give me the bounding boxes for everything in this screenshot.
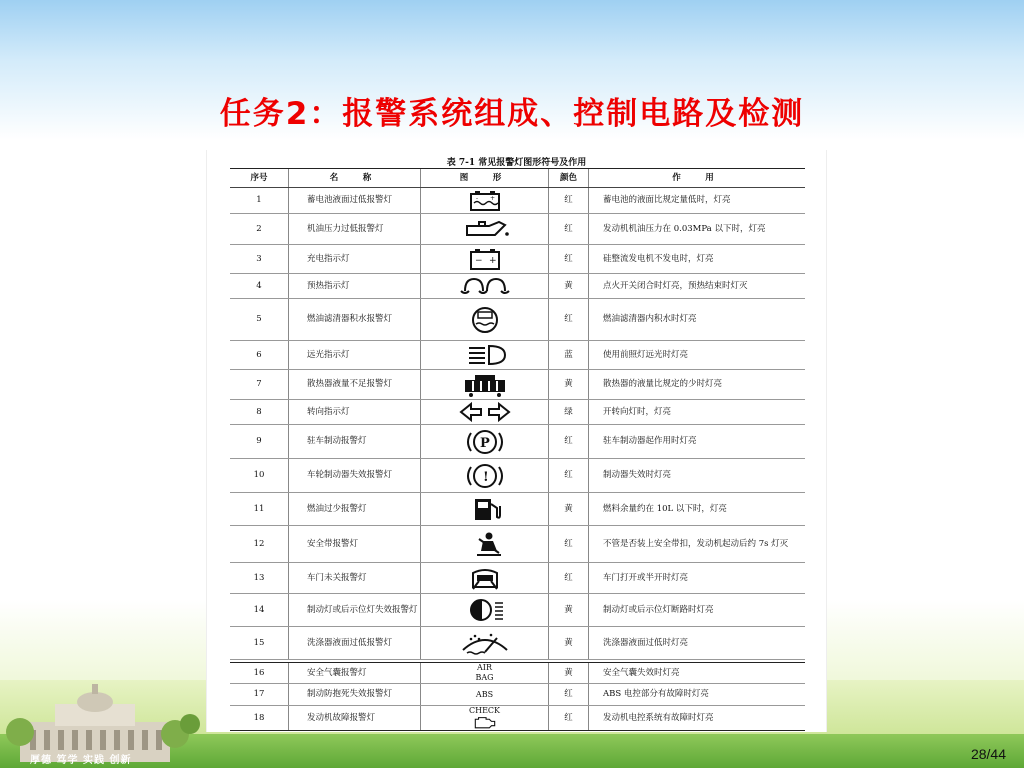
lamp-function: 发动机机油压力在 0.03MPa 以下时，灯亮: [588, 214, 805, 244]
high-beam-icon: [457, 342, 513, 368]
lamp-name: 车门未关报警灯: [288, 563, 420, 593]
lamp-color: 黄: [548, 274, 588, 298]
table-row: [230, 299, 805, 341]
lamp-function: 制动器失效时灯亮: [588, 459, 805, 492]
table-row: [230, 341, 805, 370]
svg-text:P: P: [479, 435, 490, 451]
lamp-symbol: [420, 299, 548, 340]
lamp-function: 使用前照灯远光时灯亮: [588, 341, 805, 369]
table-row: [230, 425, 805, 459]
lamp-color: 黄: [548, 370, 588, 399]
lamp-function: 燃油滤清器内积水时灯亮: [588, 299, 805, 340]
table-row: [230, 188, 805, 214]
lamp-symbol: [420, 563, 548, 593]
lamp-name: 蓄电池液面过低报警灯: [288, 188, 420, 213]
row-number: 14: [253, 604, 265, 615]
washer-fluid-icon: [457, 630, 513, 656]
water-in-fuel-icon: [457, 307, 513, 333]
lamp-color: 黄: [548, 594, 588, 626]
lamp-function: 蓄电池的液面比规定量低时，灯亮: [588, 188, 805, 213]
table-row: [230, 245, 805, 274]
row-number: 13: [253, 572, 265, 583]
table-caption: 表 7-1 常见报警灯图形符号及作用: [446, 158, 587, 168]
row-number: 6: [256, 349, 262, 360]
lamp-symbol: [420, 341, 548, 369]
lamp-function: 开转向灯时，灯亮: [588, 400, 805, 424]
lamp-symbol: [420, 188, 548, 213]
lamp-color: 红: [548, 706, 588, 730]
row-number: 3: [256, 253, 262, 264]
lamp-symbol: [420, 400, 548, 424]
lamp-name: 安全气囊报警灯: [288, 663, 420, 683]
lamp-function: 车门打开或半开时灯亮: [588, 563, 805, 593]
lamp-color: 黄: [548, 663, 588, 683]
glow-plug-icon: [457, 273, 513, 299]
svg-text:!: !: [482, 469, 489, 485]
lamp-symbol-text: CHECK: [468, 706, 501, 715]
check-engine-icon: [465, 716, 505, 730]
svg-text:+: +: [489, 194, 495, 202]
lamp-symbol: [420, 493, 548, 525]
lamp-function: 制动灯或后示位灯断路时灯亮: [588, 594, 805, 626]
lamp-symbol: [420, 594, 548, 626]
lamp-symbol: [420, 425, 548, 458]
lamp-function: 洗涤器液面过低时灯亮: [588, 627, 805, 659]
battery-level-icon: [457, 188, 513, 214]
lamp-name: 远光指示灯: [288, 341, 420, 369]
lamp-failure-icon: [457, 597, 513, 623]
row-number: 11: [253, 503, 265, 514]
lamp-symbol: [420, 214, 548, 244]
table-row: [230, 214, 805, 245]
lamp-name: 制动防抱死失效报警灯: [288, 684, 420, 705]
row-number: 12: [253, 538, 265, 549]
abs-icon: ABS: [475, 689, 494, 699]
header-color: 颜色: [548, 169, 588, 187]
row-number: 10: [253, 470, 265, 480]
lamp-name: 转向指示灯: [288, 400, 420, 424]
battery-icon: [457, 246, 513, 272]
header-icon: 图 形: [420, 169, 548, 187]
lamp-symbol: [420, 684, 548, 705]
lamp-color: 黄: [548, 493, 588, 525]
school-motto: 厚德 笃学 实践 创新: [30, 755, 132, 766]
lamp-name: 预热指示灯: [288, 274, 420, 298]
lamp-function: 发动机电控系统有故障时灯亮: [588, 706, 805, 730]
table-row: [230, 526, 805, 563]
lamp-symbol: [420, 663, 548, 683]
lamp-function: 点火开关闭合时灯亮，预热结束时灯灭: [588, 274, 805, 298]
page-number: 28/44: [970, 746, 1006, 762]
row-number: 9: [256, 436, 262, 446]
lamp-name: 燃油过少报警灯: [288, 493, 420, 525]
lamp-color: 蓝: [548, 341, 588, 369]
lamp-name: 燃油滤清器积水报警灯: [288, 299, 420, 340]
turn-signal-icon: [457, 399, 513, 425]
lamp-symbol: [420, 459, 548, 492]
lamp-symbol: [420, 706, 548, 730]
slide-title: 任务2：报警系统组成、控制电路及检测: [219, 96, 805, 132]
row-number: 8: [256, 406, 262, 417]
lamp-color: 红: [548, 526, 588, 562]
row-number: 2: [256, 223, 262, 234]
lamp-function: 燃料余量约在 10L 以下时，灯亮: [588, 493, 805, 525]
lamp-function: ABS 电控部分有故障时灯亮: [588, 684, 805, 705]
lamp-name: 充电指示灯: [288, 245, 420, 273]
row-number: 16: [253, 667, 265, 678]
lamp-name: 洗涤器液面过低报警灯: [288, 627, 420, 659]
row-number: 5: [256, 314, 262, 324]
lamp-name: 安全带报警灯: [288, 526, 420, 562]
table-row: [230, 493, 805, 526]
table-row: [230, 627, 805, 660]
table-row: [230, 274, 805, 299]
lamp-color: 红: [548, 425, 588, 458]
lamp-name: 发动机故障报警灯: [288, 706, 420, 730]
lamp-function: 安全气囊失效时灯亮: [588, 663, 805, 683]
lamp-name: 驻车制动报警灯: [288, 425, 420, 458]
table-row: [230, 400, 805, 425]
lamp-name: 机油压力过低报警灯: [288, 214, 420, 244]
table-header-row: [230, 168, 805, 188]
lamp-color: 红: [548, 214, 588, 244]
brake-failure-icon: [457, 463, 513, 489]
lamp-function: 驻车制动器起作用时灯亮: [588, 425, 805, 458]
svg-text:+: +: [488, 256, 497, 266]
lamp-color: 黄: [548, 627, 588, 659]
lamp-color: 红: [548, 245, 588, 273]
table-row: [230, 459, 805, 493]
lamp-color: 红: [548, 299, 588, 340]
row-number: 17: [253, 689, 265, 699]
lamp-color: 红: [548, 188, 588, 213]
lamp-symbol: [420, 627, 548, 659]
lamp-name: 车轮制动器失效报警灯: [288, 459, 420, 492]
header-name: 名 称: [288, 169, 420, 187]
seat-belt-icon: [457, 531, 513, 557]
lamp-function: 散热器的液量比规定的少时灯亮: [588, 370, 805, 399]
lamp-name: 制动灯或后示位灯失效报警灯: [288, 594, 420, 626]
airbag-icon: AIR BAG: [475, 663, 494, 682]
lamp-symbol: [420, 526, 548, 562]
row-number: 15: [253, 637, 265, 648]
lamp-color: 红: [548, 563, 588, 593]
warning-lamp-table: [206, 150, 827, 732]
lamp-color: 绿: [548, 400, 588, 424]
door-ajar-icon: [457, 565, 513, 591]
row-number: 1: [256, 195, 262, 205]
header-func: 作 用: [588, 169, 805, 187]
table-row: [230, 594, 805, 627]
lamp-color: 红: [548, 459, 588, 492]
lamp-symbol: [420, 245, 548, 273]
svg-text:-: -: [475, 194, 478, 202]
oil-can-icon: [457, 216, 513, 242]
table-row: [230, 684, 805, 706]
lamp-color: 红: [548, 684, 588, 705]
fuel-pump-icon: [457, 496, 513, 522]
row-number: 7: [256, 379, 262, 389]
svg-text:−: −: [474, 256, 483, 266]
radiator-icon: [457, 372, 513, 398]
table-row: [230, 563, 805, 594]
table-row: [230, 662, 805, 684]
table-row: [230, 706, 805, 731]
header-no: 序号: [250, 172, 268, 183]
lamp-symbol: [420, 370, 548, 399]
lamp-function: 硅整流发电机不发电时，灯亮: [588, 245, 805, 273]
lamp-symbol: [420, 274, 548, 298]
row-number: 18: [253, 712, 265, 723]
table-row: [230, 370, 805, 400]
lamp-function: 不管是否装上安全带扣，发动机起动后约 7s 灯灭: [588, 526, 805, 562]
lamp-name: 散热器液量不足报警灯: [288, 370, 420, 399]
row-number: 4: [256, 280, 262, 291]
parking-brake-icon: [457, 429, 513, 455]
